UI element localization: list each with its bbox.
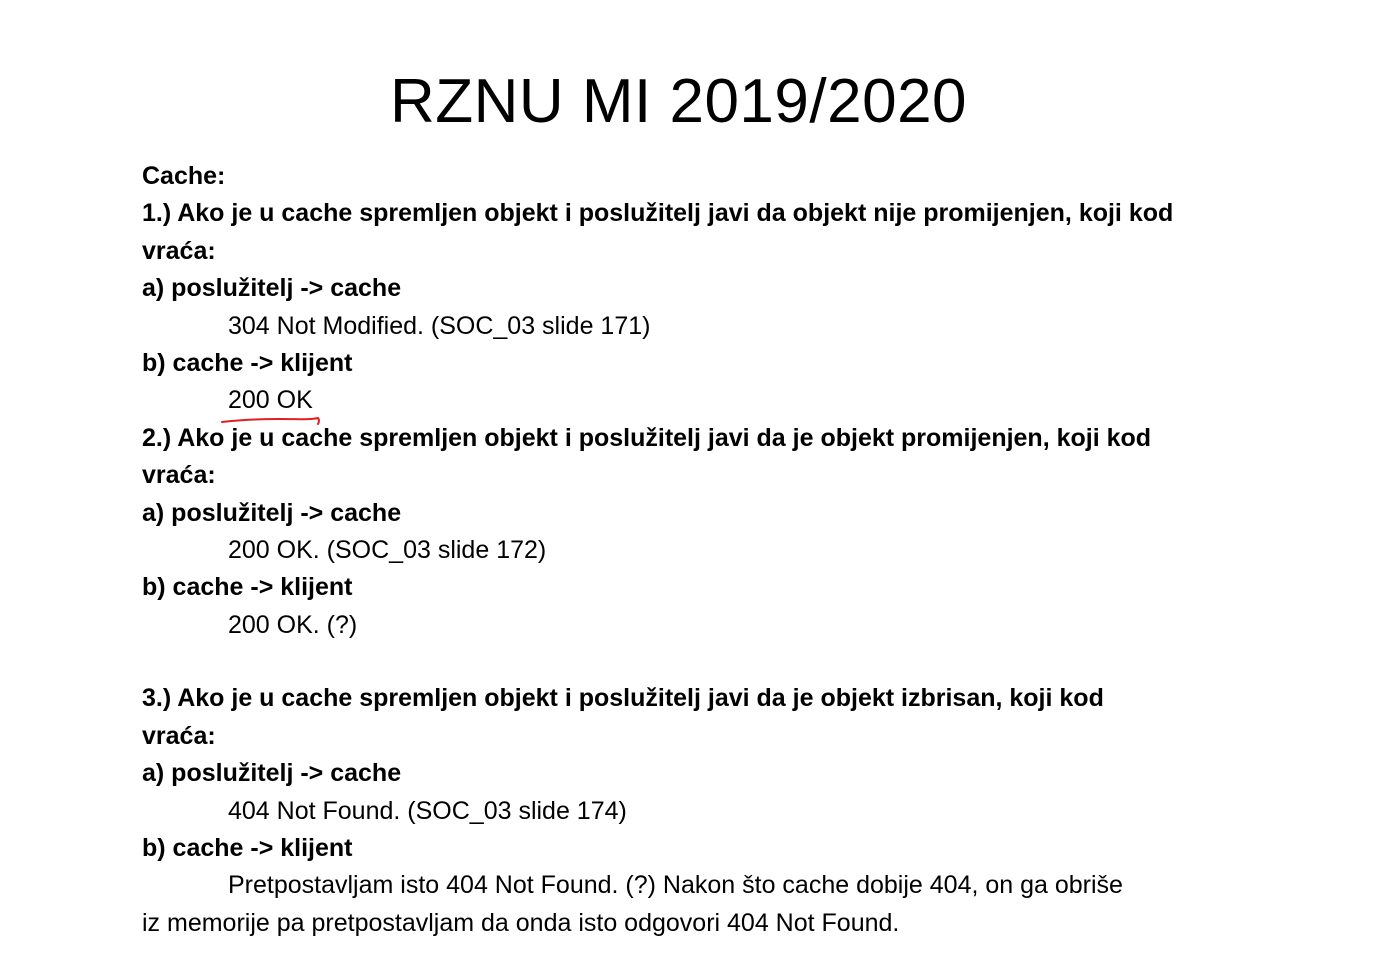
question-2-line-1: 2.) Ako je u cache spremljen objekt i poslužitelj javi da je objekt promijenjen, koji kod: [142, 423, 1152, 452]
question-3-b-answer-line-2: iz memorije pa pretpostavljam da onda isto odgovori 404 Not Found.: [142, 908, 900, 937]
question-1-b-answer-line: [142, 382, 1222, 419]
question-3-b-answer-line-1: Pretpostavljam isto 404 Not Found. (?) Nakon što cache dobije 404, on ga obriše: [228, 871, 1123, 900]
question-1-b-answer: 200 OK: [228, 386, 313, 415]
question-3-a-answer: 404 Not Found. (SOC_03 slide 174): [228, 796, 627, 825]
document-body: [142, 158, 1222, 942]
question-3-a-label: a) poslužitelj -> cache: [142, 759, 402, 788]
document-title: RZNU MI 2019/2020: [389, 67, 968, 136]
section-heading: Cache:: [142, 162, 226, 190]
question-3-line-1: 3.) Ako je u cache spremljen objekt i poslužitelj javi da je objekt izbrisan, koji kod: [142, 684, 1104, 713]
question-2-b-label: b) cache -> klijent: [142, 573, 353, 602]
spellcheck-underlined-text: [228, 382, 313, 419]
question-2-a-label: a) poslužitelj -> cache: [142, 498, 402, 527]
question-3-b-label: b) cache -> klijent: [142, 833, 353, 862]
question-1-line-2: vraća:: [142, 236, 216, 265]
blank-line: [142, 644, 1222, 680]
question-3-line-2: vraća:: [142, 721, 216, 750]
question-1-b-label: b) cache -> klijent: [142, 349, 353, 378]
question-2-line-2: vraća:: [142, 461, 216, 490]
question-1-a-answer: 304 Not Modified. (SOC_03 slide 171): [228, 311, 651, 340]
question-2-a-answer: 200 OK. (SOC_03 slide 172): [228, 536, 547, 565]
question-1-line-1: 1.) Ako je u cache spremljen objekt i poslužitelj javi da objekt nije promijenjen, koji kod: [142, 199, 1174, 228]
question-1-a-label: a) poslužitelj -> cache: [142, 274, 402, 303]
spellcheck-squiggle-icon: [220, 416, 326, 426]
question-2-b-answer: 200 OK. (?): [228, 610, 358, 639]
